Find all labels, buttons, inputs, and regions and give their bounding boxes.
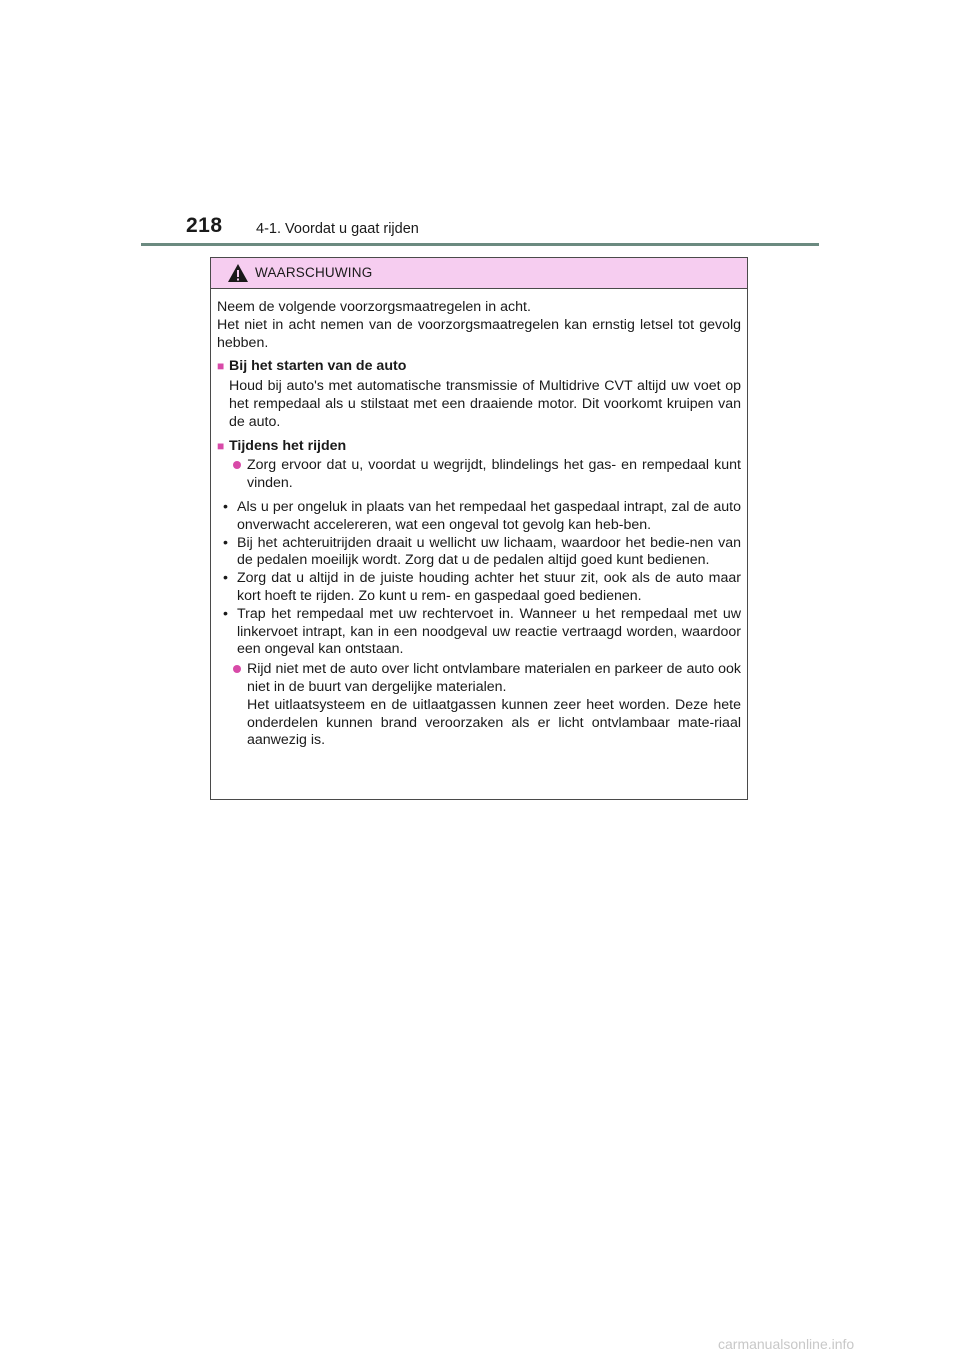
sub-item-text: Trap het rempedaal met uw rechtervoet in. Wanneer u het rempedaal met uw linkervoet intrapt, kan in een noodgeval uw reactie vertraagd worden, waardoor een ongeval kan ontstaan. xyxy=(237,605,741,658)
warning-box xyxy=(210,257,748,800)
page-number: 218 xyxy=(186,214,223,237)
warning-title: WAARSCHUWING xyxy=(255,265,373,280)
bullet-content xyxy=(223,457,741,659)
section-heading-text: Tijdens het rijden xyxy=(229,437,347,454)
header-rule xyxy=(141,243,819,246)
warning-triangle-icon xyxy=(227,263,249,283)
section-heading xyxy=(217,358,741,376)
sub-list xyxy=(215,499,741,659)
bullet-content xyxy=(247,661,741,750)
warning-intro: Neem de volgende voorzorgsmaatregelen in acht. Het niet in acht nemen van de voorzorgsmaatregelen kan ernstig letsel tot gevolg hebben. xyxy=(217,299,741,351)
watermark: carmanualsonline.info xyxy=(718,1336,855,1352)
sub-item-text: Zorg dat u altijd in de juiste houding achter het stuur zit, ook als de auto maar kort hoeft te rijden. Zo kunt u rem- en gaspedaal goed bedienen. xyxy=(237,570,741,604)
bullet-item xyxy=(217,457,741,659)
sub-bullet-marker: • xyxy=(223,534,228,551)
sub-list-item xyxy=(223,499,741,535)
sub-item-text: Als u per ongeluk in plaats van het rempedaal het gaspedaal intrapt, zal de auto onverwacht accelereren, wat een ongeval tot gevolg kan heb-ben. xyxy=(237,498,741,533)
bullet-dot-icon xyxy=(233,461,241,469)
section-heading-text: Bij het starten van de auto xyxy=(229,358,407,375)
sub-bullet-marker: • xyxy=(223,570,228,587)
sub-bullet-marker: • xyxy=(223,498,228,515)
section-text: Houd bij auto's met automatische transmissie of Multidrive CVT altijd uw voet op het rempedaal als u stilstaat met een draaiende motor. Dit voorkomt kruipen van de auto. xyxy=(229,378,741,430)
warning-header xyxy=(211,258,747,289)
sub-bullet-marker: • xyxy=(223,605,228,622)
bullet-text: Rijd niet met de auto over licht ontvlambare materialen en parkeer de auto ook niet in de buurt van dergelijke materialen. Het uitlaatsysteem en de uitlaatgassen kunnen zeer heet worden. Deze hete onderdelen kunnen brand veroorzaken als er licht ontvlambaar mate-riaal aanwezig is. xyxy=(247,661,741,749)
sub-item-text: Bij het achteruitrijden draait u wellicht uw lichaam, waardoor het bedie-nen van de pedalen moeilijk wordt. Zorg dat u de pedalen altijd goed kunt bedienen. xyxy=(237,534,741,569)
sub-list-item xyxy=(223,606,741,659)
section-heading xyxy=(217,438,741,456)
sub-list-item xyxy=(223,570,741,606)
bullet-text: Zorg ervoor dat u, voordat u wegrijdt, blindelings het gas- en rempedaal kunt vinden. xyxy=(247,457,741,492)
bullet-item xyxy=(217,661,741,750)
square-marker-icon: ■ xyxy=(217,438,225,453)
bullet-dot-icon xyxy=(233,665,241,673)
warning-body xyxy=(211,289,747,750)
section-title: 4-1. Voordat u gaat rijden xyxy=(256,221,419,237)
square-marker-icon: ■ xyxy=(217,359,225,374)
sub-list-item xyxy=(223,535,741,571)
